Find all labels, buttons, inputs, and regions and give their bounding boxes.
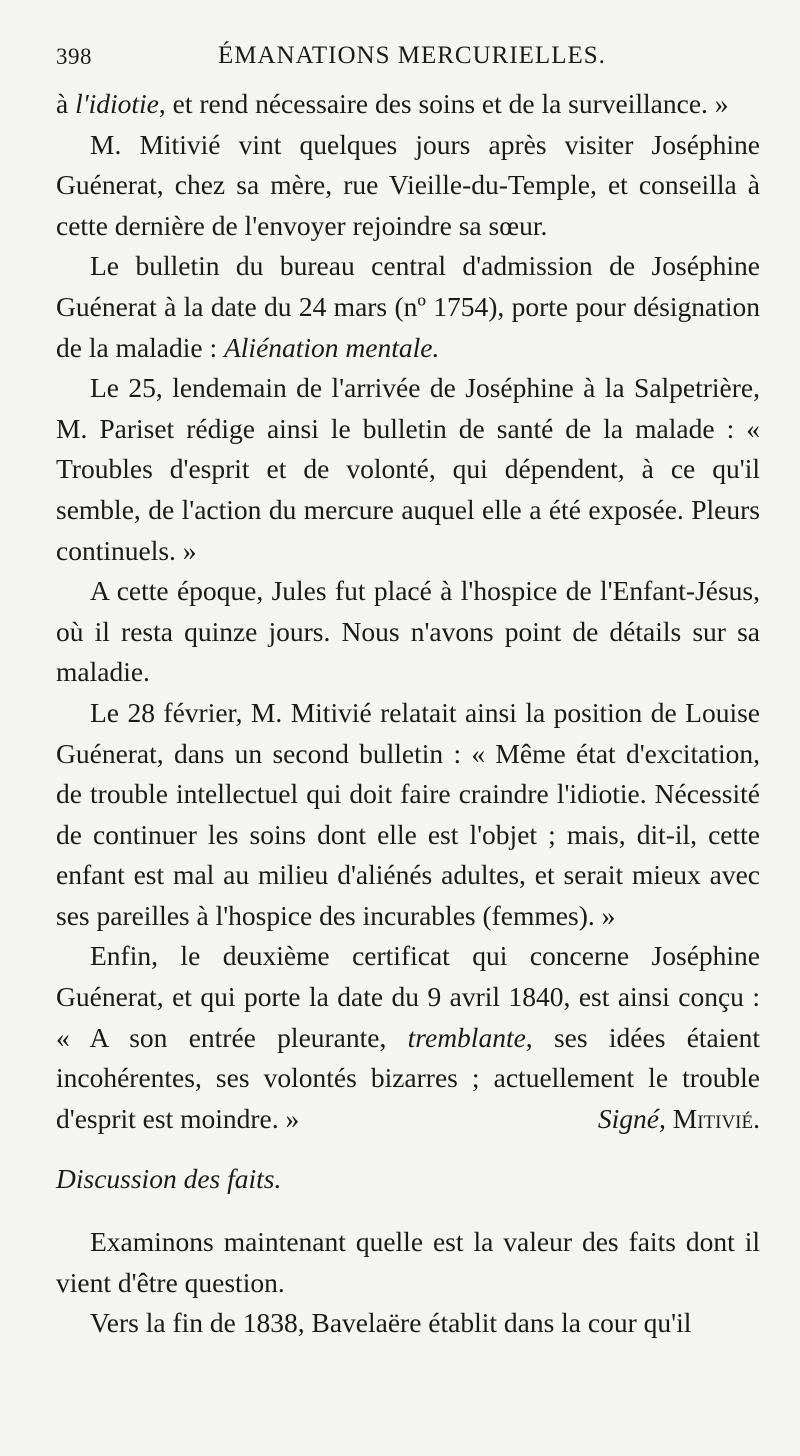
paragraph-text: , ses idées étaient incohérentes, ses volontés bizarres ; actuellement le trouble d'esprit est moindre. » bbox=[56, 1021, 760, 1134]
emphasis-tremblante: tremblante bbox=[407, 1021, 526, 1053]
page-number: 398 bbox=[56, 44, 92, 69]
running-title: ÉMANATIONS MERCURIELLES. bbox=[218, 42, 606, 69]
paragraph-pariset-bulletin: Le 25, lendemain de l'arrivée de Joséphine à la Salpetrière, M. Pariset rédige ainsi le bulletin de santé de la malade : « Troubles d'esprit et de volonté, qui dépendent, à ce qu'il semble, de l'action du mercure auquel elle a été exposée. Pleurs continuels. » bbox=[56, 372, 760, 566]
paragraph-second-certificate bbox=[56, 936, 760, 1139]
signature bbox=[564, 1099, 760, 1140]
signature-label: Signé, bbox=[597, 1102, 666, 1134]
paragraph-jules: A cette époque, Jules fut placé à l'hospice de l'Enfant-Jésus, où il resta quinze jours. Nous n'avons point de détails sur sa maladie. bbox=[56, 575, 760, 688]
paragraph-bavelaere: Vers la fin de 1838, Bavelaëre établit dans la cour qu'il bbox=[90, 1307, 692, 1339]
paragraph-second-bulletin: Le 28 février, M. Mitivié relatait ainsi la position de Louise Guénerat, dans un second bulletin : « Même état d'excitation, de trouble intellectuel qui doit faire craindre l'idiotie. Nécessité de continuer les soins dont elle est l'objet ; mais, dit-il, cette enfant est mal au milieu d'aliénés adultes, et serait mieux avec ses pareilles à l'hospice des incurables (femmes). » bbox=[56, 696, 760, 931]
paragraph-text: Le bulletin du bureau central d'admission de Joséphine Guénerat à la date du 24 mars (nº 1754), porte pour désignation de la maladie : bbox=[56, 250, 760, 363]
section-heading: Discussion des faits. bbox=[56, 1163, 282, 1195]
paragraph-mitivie-visit: M. Mitivié vint quelques jours après visiter Joséphine Guénerat, chez sa mère, rue Vieille-du-Temple, et conseilla à cette dernière de l'envoyer rejoindre sa sœur. bbox=[56, 128, 760, 241]
emphasis-diagnosis: Aliénation mentale. bbox=[223, 331, 440, 363]
paragraph-text: Enfin, le deuxième certificat qui concerne Joséphine Guénerat, et qui porte la date du 9 avril 1840, est ainsi conçu : « A son entrée pleurante, bbox=[56, 940, 760, 1053]
emphasis-idiotie: l'idiotie bbox=[75, 88, 159, 119]
paragraph-text: , et rend nécessaire des soins et de la surveillance. » bbox=[158, 88, 729, 119]
paragraph-continuation: à l'idiotie, et rend nécessaire des soins et de la surveillance. » bbox=[56, 88, 729, 119]
paragraph-examination: Examinons maintenant quelle est la valeur des faits dont il vient d'être question. bbox=[56, 1226, 760, 1298]
page-body bbox=[56, 84, 760, 1344]
paragraph-admission-bulletin bbox=[56, 246, 760, 368]
signature-name: Mitivié. bbox=[672, 1102, 760, 1134]
page-header bbox=[56, 40, 760, 80]
